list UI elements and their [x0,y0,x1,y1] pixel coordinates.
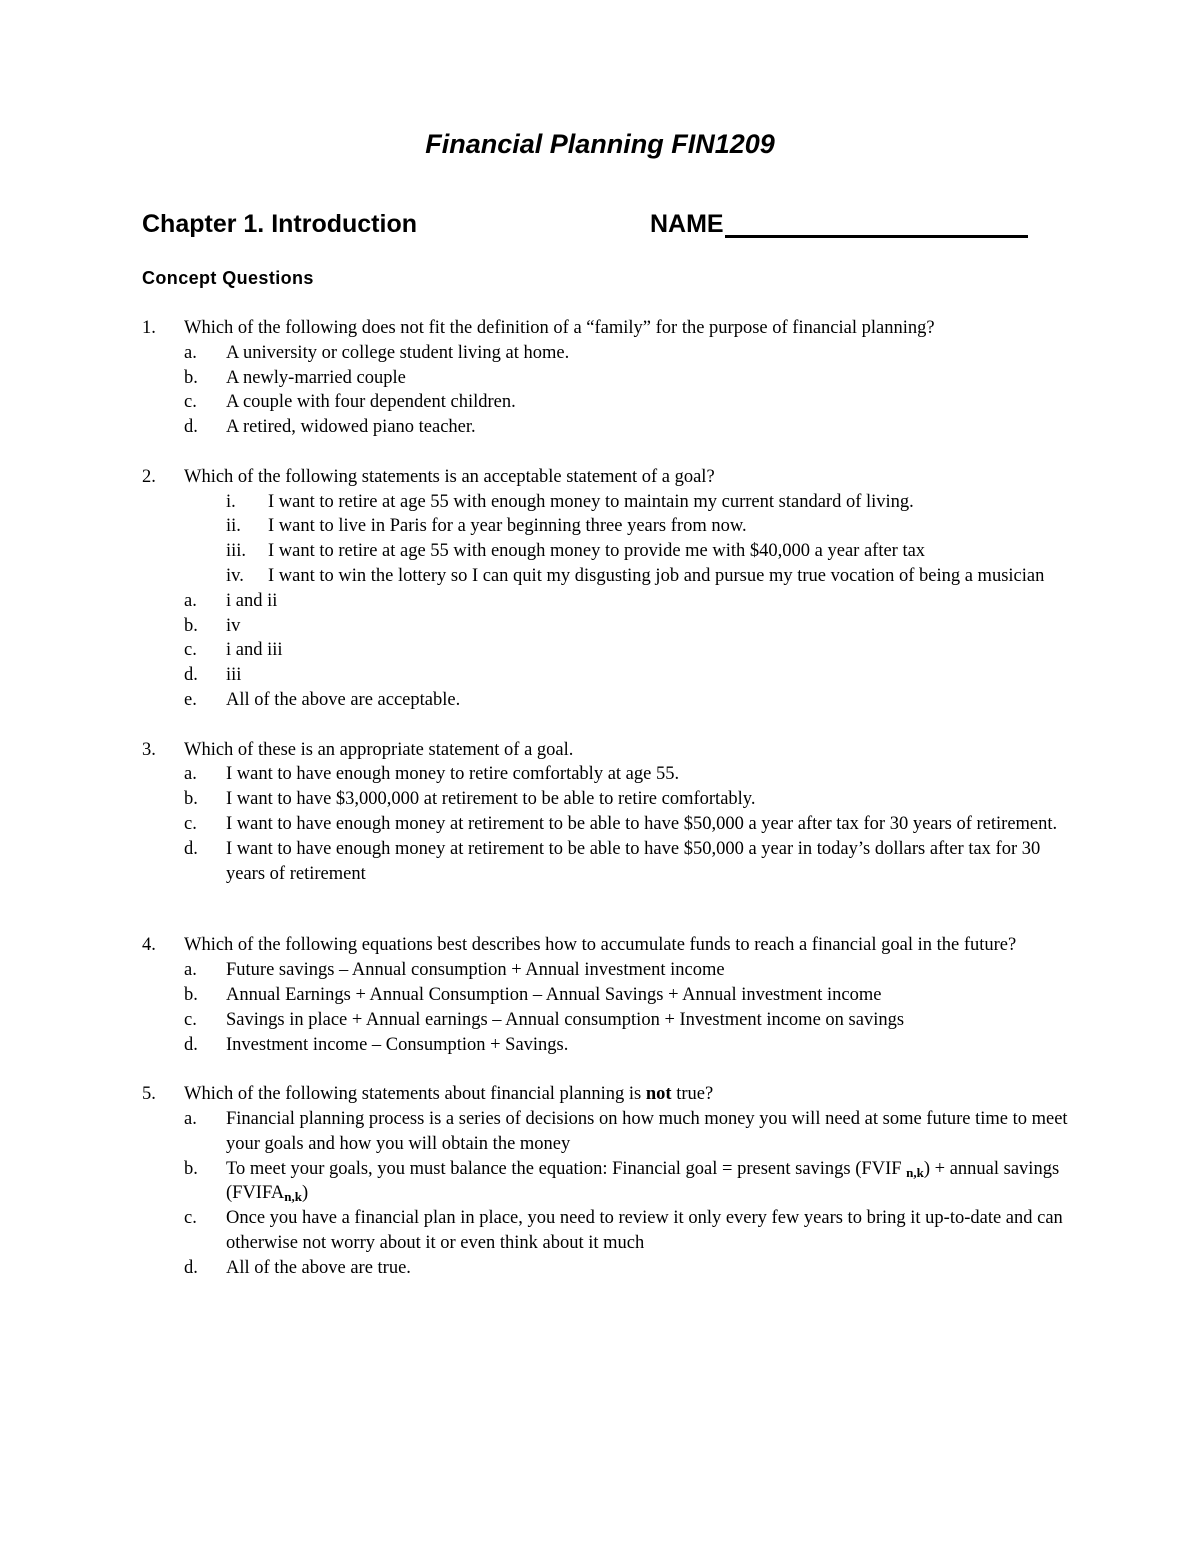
option-text: A university or college student living at home. [226,342,570,363]
option-label: b. [184,984,198,1005]
question-1 [142,316,1072,440]
option-label: c. [184,813,197,834]
statement-text: I want to retire at age 55 with enough money to maintain my current standard of living. [268,491,914,512]
question-text: Which of the following statements is an acceptable statement of a goal? [184,466,715,487]
option-a [184,341,1072,366]
statement-label: iv. [226,565,244,586]
option-text: iii [226,665,242,686]
option-a [184,589,1072,614]
question-5 [142,1082,1072,1280]
option-label: c. [184,1009,197,1030]
statement-text: I want to retire at age 55 with enough money to provide me with $40,000 a year after tax [268,541,926,562]
section-heading: Concept Questions [142,268,314,288]
question-text: Which of these is an appropriate statement of a goal. [184,739,574,760]
question-text-emphasis: not [645,1084,672,1105]
statement-label: i. [226,491,236,512]
option-label: c. [184,640,197,661]
option-b [184,614,1072,639]
option-label: c. [184,392,197,413]
option-label: c. [184,1208,197,1229]
question-number: 4. [142,935,156,956]
statement-text: I want to win the lottery so I can quit my disgusting job and pursue my true vocation of being a musician [268,565,1045,586]
option-b [184,366,1072,391]
option-label: d. [184,1257,198,1278]
option-c [184,390,1072,415]
option-d [184,1033,1072,1058]
statement-text: I want to live in Paris for a year beginning three years from now. [268,516,747,537]
option-c [184,1008,1072,1033]
option-text: Once you have a financial plan in place, you need to review it only every few years to bring it up-to-date and can otherwise not worry about it or even think about it much [226,1208,1063,1253]
name-blank-line [725,208,1028,238]
option-text: A newly-married couple [226,367,406,388]
option-d [184,415,1072,440]
option-text: All of the above are true. [226,1257,411,1278]
option-a [184,1107,1072,1157]
option-label: a. [184,960,197,981]
option-text: A retired, widowed piano teacher. [226,417,476,438]
name-field [650,208,1028,240]
option-label: a. [184,1108,197,1129]
equation-subscript: n,k [284,1189,302,1205]
statement-label: iii. [226,541,247,562]
option-b [184,787,1072,812]
chapter-heading: Chapter 1. Introduction [142,210,417,238]
equation-part: ) + annual savings (FVIFA [226,1158,1060,1204]
option-label: b. [184,789,198,810]
option-text: Savings in place + Annual earnings – Annual consumption + Investment income on savings [226,1009,905,1030]
option-c [184,1206,1072,1256]
option-text: All of the above are acceptable. [226,689,461,710]
option-text: iv [226,615,241,636]
question-4 [142,933,1072,1057]
option-b [184,983,1072,1008]
question-3 [142,738,1072,887]
option-label: d. [184,1034,198,1055]
option-label: b. [184,615,198,636]
question-text-part: true? [671,1084,714,1105]
option-text: I want to have enough money to retire comfortably at age 55. [226,764,680,785]
option-label: a. [184,590,197,611]
question-list [142,316,1072,1280]
equation-part: ) [301,1183,309,1204]
document-title: Financial Planning FIN1209 [425,129,775,159]
name-label: NAME [650,210,724,238]
question-text: Which of the following does not fit the definition of a “family” for the purpose of financial planning? [184,318,935,338]
option-d [184,837,1072,887]
equation-part: To meet your goals, you must balance the equation: Financial goal = present savings (FVIF [226,1158,907,1179]
question-text [184,1082,1072,1107]
option-a [184,762,1072,787]
option-text: I want to have enough money at retirement to be able to have $50,000 a year after tax for 30 years of retirement. [226,813,1058,834]
option-label: e. [184,689,197,710]
option-label: b. [184,367,198,388]
option-b [184,1157,1072,1207]
option-text: I want to have enough money at retirement to be able to have $50,000 a year in today’s dollars after tax for 30 years of retirement [226,838,1041,884]
option-text: Financial planning process is a series of decisions on how much money you will need at some future time to meet your goals and how you will obtain the money [226,1108,1068,1154]
question-number: 5. [142,1084,156,1105]
option-text: Annual Earnings + Annual Consumption – Annual Savings + Annual investment income [226,984,882,1005]
question-text-part: Which of the following statements about financial planning is [184,1084,646,1105]
statement-i [184,490,1072,515]
statement-label: ii. [226,516,241,537]
option-text: Future savings – Annual consumption + Annual investment income [226,960,725,981]
option-label: d. [184,838,198,859]
question-number: 1. [142,318,156,338]
question-2 [142,465,1072,713]
option-label: d. [184,665,198,686]
question-number: 2. [142,466,156,487]
option-label: b. [184,1158,198,1179]
option-d [184,663,1072,688]
question-number: 3. [142,739,156,760]
option-label: a. [184,764,197,785]
option-c [184,638,1072,663]
option-text: i and iii [226,640,283,661]
option-a [184,958,1072,983]
equation-subscript: n,k [906,1164,924,1180]
option-e [184,688,1072,713]
option-d [184,1256,1072,1281]
option-c [184,812,1072,837]
option-text: i and ii [226,590,278,611]
statement-iv [184,564,1072,589]
option-label: a. [184,342,197,363]
option-label: d. [184,417,198,438]
option-text [226,1159,1059,1204]
statement-iii [184,539,1072,564]
option-text: Investment income – Consumption + Savings. [226,1034,569,1055]
statement-ii [184,514,1072,539]
option-text: I want to have $3,000,000 at retirement to be able to retire comfortably. [226,789,756,810]
question-text: Which of the following equations best describes how to accumulate funds to reach a financial goal in the future? [184,935,1017,956]
option-text: A couple with four dependent children. [226,392,516,413]
